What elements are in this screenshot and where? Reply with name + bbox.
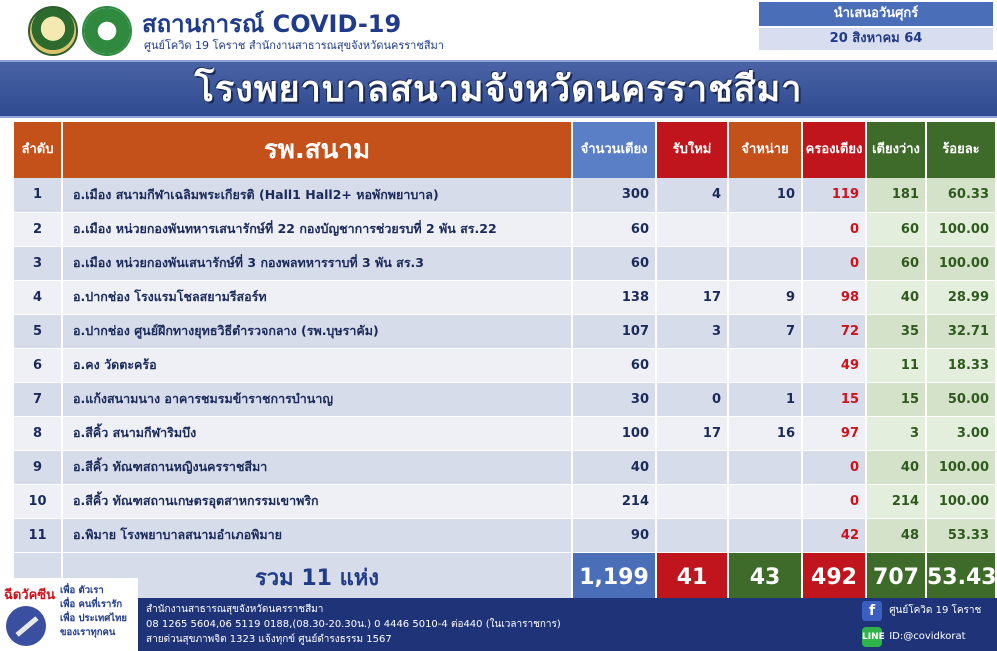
row-new [656,246,728,280]
row-discharged [728,212,802,246]
row-free: 15 [866,382,926,416]
row-no: 3 [14,246,62,280]
row-occupied: 98 [802,280,866,314]
vaccine-line: เพื่อ ตัวเรา [60,585,104,596]
col-header-discharged: จำหน่าย [728,122,802,178]
row-percent: 50.00 [926,382,996,416]
total-row [14,552,996,602]
row-no: 2 [14,212,62,246]
row-hospital-name: อ.สีคิ้ว สนามกีฬาริมบึง [62,416,572,450]
footer-social [862,600,981,651]
row-no: 11 [14,518,62,552]
date-box [759,2,993,50]
row-discharged [728,450,802,484]
row-no: 4 [14,280,62,314]
footer-hotline: สายด่วนสุขภาพจิต 1323 แจ้งทุกข์ ศูนย์ดำรงธรรม 1567 [146,634,392,645]
row-occupied: 49 [802,348,866,382]
row-beds: 40 [572,450,656,484]
row-occupied: 15 [802,382,866,416]
row-discharged [728,246,802,280]
line-link[interactable] [862,626,981,651]
row-new [656,348,728,382]
table-header-row [14,122,996,178]
row-beds: 60 [572,212,656,246]
vaccine-slogan [60,584,127,640]
col-header-no: ลำดับ [14,122,62,178]
presentation-date: 20 สิงหาคม 64 [759,28,993,50]
vaccine-title: ฉีดวัคซีน [4,588,56,603]
row-free: 35 [866,314,926,348]
table-row [14,280,996,314]
row-beds: 138 [572,280,656,314]
row-new: 4 [656,178,728,212]
row-free: 214 [866,484,926,518]
row-no: 7 [14,382,62,416]
row-occupied: 42 [802,518,866,552]
row-free: 60 [866,246,926,280]
row-percent: 3.00 [926,416,996,450]
row-beds: 90 [572,518,656,552]
row-beds: 60 [572,246,656,280]
col-header-name: รพ.สนาม [62,122,572,178]
row-hospital-name: อ.สีคิ้ว ทัณฑสถานเกษตรอุตสาหกรรมเขาพริก [62,484,572,518]
row-hospital-name: อ.สีคิ้ว ทัณฑสถานหญิงนครราชสีมา [62,450,572,484]
row-free: 3 [866,416,926,450]
row-new [656,212,728,246]
row-no: 8 [14,416,62,450]
row-occupied: 97 [802,416,866,450]
row-free: 11 [866,348,926,382]
row-hospital-name: อ.คง วัดตะคร้อ [62,348,572,382]
row-occupied: 0 [802,484,866,518]
facebook-link[interactable] [862,600,981,626]
row-hospital-name: อ.เมือง หน่วยกองพันเสนารักษ์ที่ 3 กองพลทหารราบที่ 3 พัน สร.3 [62,246,572,280]
row-percent: 100.00 [926,246,996,280]
title-banner [0,60,997,118]
total-percent: 53.43 [926,552,996,602]
field-hospital-table [14,122,997,603]
col-header-beds: จำนวนเตียง [572,122,656,178]
table-row [14,178,996,212]
col-header-free: เตียงว่าง [866,122,926,178]
facebook-icon: f [862,601,882,621]
row-free: 60 [866,212,926,246]
row-new [656,518,728,552]
total-occupied: 492 [802,552,866,602]
footer-contact [146,602,561,647]
row-percent: 100.00 [926,450,996,484]
page-header [0,0,997,58]
row-occupied: 0 [802,450,866,484]
footer-org-name: สำนักงานสาธารณสุขจังหวัดนครราชสีมา [146,604,324,615]
row-free: 40 [866,450,926,484]
row-hospital-name: อ.ปากช่อง โรงแรมโชลสยามรีสอร์ท [62,280,572,314]
row-beds: 30 [572,382,656,416]
row-percent: 28.99 [926,280,996,314]
row-occupied: 0 [802,212,866,246]
line-icon: LINE [862,627,882,647]
row-percent: 60.33 [926,178,996,212]
facebook-label: ศูนย์โควิด 19 โคราช [889,605,982,616]
row-new [656,484,728,518]
row-occupied: 72 [802,314,866,348]
total-free: 707 [866,552,926,602]
table-row [14,416,996,450]
row-hospital-name: อ.แก้งสนามนาง อาคารชมรมข้าราชการบำนาญ [62,382,572,416]
table-row [14,314,996,348]
total-discharged: 43 [728,552,802,602]
row-beds: 60 [572,348,656,382]
page-title: สถานการณ์ COVID-19 [142,10,402,38]
row-no: 5 [14,314,62,348]
row-hospital-name: อ.ปากช่อง ศูนย์ฝึกทางยุทธวิธีตำรวจกลาง (รพ.บุษราคัม) [62,314,572,348]
row-beds: 214 [572,484,656,518]
ministry-health-logo [82,6,132,56]
row-no: 1 [14,178,62,212]
row-discharged: 1 [728,382,802,416]
province-seal-logo [28,6,78,56]
row-beds: 107 [572,314,656,348]
row-occupied: 119 [802,178,866,212]
vaccine-line: เพื่อ ประเทศไทย [60,613,127,624]
footer-phones: 08 1265 5604,06 5119 0188,(08.30-20.30น.) 0 4446 5010-4 ต่อ440 (ในเวลาราชการ) [146,619,561,630]
row-free: 181 [866,178,926,212]
row-discharged: 16 [728,416,802,450]
row-discharged [728,484,802,518]
col-header-occupied: ครองเตียง [802,122,866,178]
row-discharged: 10 [728,178,802,212]
row-discharged: 7 [728,314,802,348]
table-row [14,518,996,552]
row-beds: 100 [572,416,656,450]
row-beds: 300 [572,178,656,212]
vaccine-line: เพื่อ คนที่เรารัก [60,599,123,610]
syringe-icon [6,606,46,646]
vaccine-line: ของเราทุกคน [60,627,116,638]
row-hospital-name: อ.พิมาย โรงพยาบาลสนามอำเภอพิมาย [62,518,572,552]
row-new: 0 [656,382,728,416]
table-row [14,450,996,484]
row-discharged [728,348,802,382]
vaccine-badge [0,578,138,651]
presentation-day: นำเสนอวันศุกร์ [759,2,993,26]
row-no: 6 [14,348,62,382]
row-new: 17 [656,280,728,314]
total-new: 41 [656,552,728,602]
row-discharged [728,518,802,552]
table-row [14,348,996,382]
table-row [14,484,996,518]
total-label: รวม 11 แห่ง [62,552,572,602]
table-row [14,382,996,416]
total-beds: 1,199 [572,552,656,602]
row-no: 9 [14,450,62,484]
row-new [656,450,728,484]
row-no: 10 [14,484,62,518]
banner-title: โรงพยาบาลสนามจังหวัดนครราชสีมา [194,69,803,110]
row-percent: 53.33 [926,518,996,552]
row-hospital-name: อ.เมือง สนามกีฬาเฉลิมพระเกียรติ (Hall1 Hall2+ หอพักพยาบาล) [62,178,572,212]
table-row [14,246,996,280]
col-header-percent: ร้อยละ [926,122,996,178]
row-percent: 18.33 [926,348,996,382]
table-row [14,212,996,246]
row-percent: 100.00 [926,484,996,518]
row-free: 48 [866,518,926,552]
row-occupied: 0 [802,246,866,280]
page-subtitle: ศูนย์โควิด 19 โคราช สำนักงานสาธารณสุขจังหวัดนครราชสีมา [144,39,444,52]
row-new: 3 [656,314,728,348]
line-label: ID:@covidkorat [889,631,966,642]
row-hospital-name: อ.เมือง หน่วยกองพันทหารเสนารักษ์ที่ 22 กองบัญชาการช่วยรบที่ 2 พัน สร.22 [62,212,572,246]
page-footer [0,598,997,651]
row-free: 40 [866,280,926,314]
row-new: 17 [656,416,728,450]
col-header-new: รับใหม่ [656,122,728,178]
row-percent: 32.71 [926,314,996,348]
row-percent: 100.00 [926,212,996,246]
row-discharged: 9 [728,280,802,314]
